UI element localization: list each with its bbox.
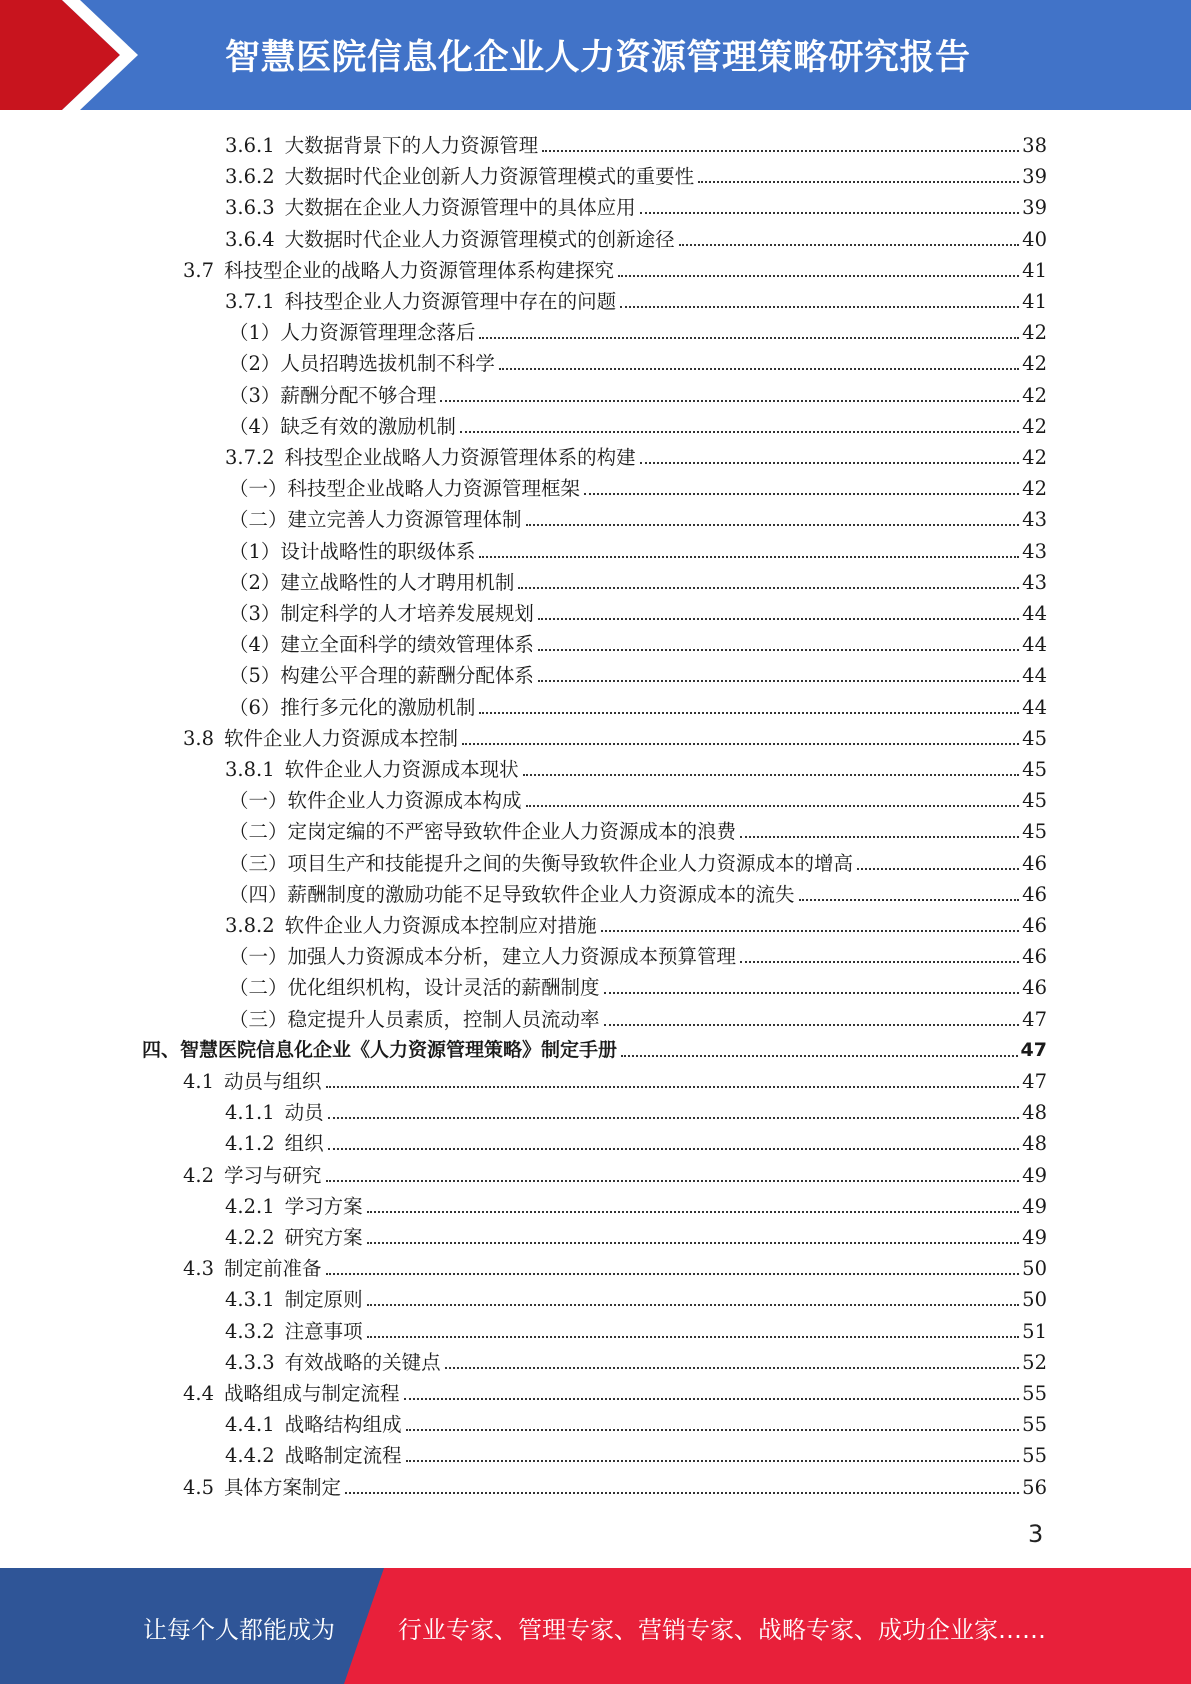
toc-entry-page: 42	[1022, 383, 1047, 407]
toc-entry[interactable]	[229, 378, 1047, 409]
toc-dot-leader	[326, 1273, 1020, 1275]
toc-entry[interactable]	[183, 1376, 1047, 1407]
toc-entry-title: （二）优化组织机构，设计灵活的薪酬制度	[229, 976, 600, 1000]
toc-dot-leader	[621, 1055, 1018, 1057]
toc-entry-number: 4.5	[183, 1475, 215, 1499]
toc-entry-number: 4.1	[183, 1070, 215, 1093]
toc-dot-leader	[538, 618, 1019, 620]
toc-entry-number: 4.2	[183, 1163, 215, 1187]
toc-entry-page: 46	[1022, 914, 1047, 937]
toc-entry-page: 39	[1022, 165, 1047, 189]
toc-entry[interactable]	[229, 534, 1047, 565]
toc-dot-leader	[406, 1429, 1020, 1431]
toc-entry[interactable]	[183, 253, 1047, 284]
toc-entry-number: 4.4	[183, 1382, 215, 1405]
toc-entry-title: 战略结构组成	[284, 1413, 402, 1437]
toc-entry-page: 41	[1022, 290, 1047, 313]
toc-entry-title: （一）科技型企业战略人力资源管理框架	[229, 477, 581, 501]
toc-dot-leader	[523, 774, 1020, 776]
toc-entry-title: 科技型企业人力资源管理中存在的问题	[284, 290, 617, 313]
toc-dot-leader	[679, 244, 1020, 246]
toc-dot-leader	[620, 306, 1019, 308]
toc-entry-number: 4.1.2	[225, 1132, 275, 1156]
toc-dot-leader	[479, 556, 1019, 558]
toc-dot-leader	[526, 524, 1020, 526]
toc-entry-page: 51	[1022, 1319, 1047, 1343]
toc-entry[interactable]	[229, 877, 1047, 908]
toc-dot-leader	[526, 805, 1020, 807]
toc-entry-page: 44	[1022, 664, 1047, 688]
toc-dot-leader	[479, 337, 1019, 339]
page-header	[0, 0, 1191, 110]
toc-entry-title: （1）设计战略性的职级体系	[229, 539, 476, 563]
toc-entry-page: 46	[1022, 882, 1047, 906]
toc-entry-title: （二）建立完善人力资源管理体制	[229, 508, 522, 532]
toc-entry-page: 42	[1022, 414, 1047, 438]
toc-entry-page: 50	[1022, 1257, 1047, 1281]
toc-entry[interactable]	[229, 846, 1047, 877]
toc-dot-leader	[445, 1367, 1020, 1369]
toc-entry-title: （3）薪酬分配不够合理	[229, 383, 437, 407]
toc-entry[interactable]	[225, 284, 1047, 315]
toc-entry-number: 3.7	[183, 258, 215, 282]
toc-dot-leader	[499, 368, 1019, 370]
toc-dot-leader	[618, 275, 1019, 277]
toc-entry-title: 软件企业人力资源成本现状	[284, 758, 519, 781]
toc-entry-title: （3）制定科学的人才培养发展规划	[229, 602, 534, 625]
toc-entry[interactable]	[225, 1438, 1047, 1469]
toc-entry-page: 38	[1022, 134, 1047, 157]
toc-entry-title: （6）推行多元化的激励机制	[229, 695, 476, 719]
toc-entry-page: 43	[1022, 508, 1047, 532]
toc-entry[interactable]	[225, 1282, 1047, 1313]
toc-entry-page: 44	[1022, 695, 1047, 719]
toc-entry-page: 45	[1022, 758, 1047, 781]
toc-entry-title: 学习与研究	[224, 1163, 322, 1187]
toc-dot-leader	[406, 1460, 1020, 1462]
toc-entry[interactable]	[229, 346, 1047, 377]
toc-entry-number: 3.6.3	[225, 196, 275, 220]
toc-entry[interactable]	[229, 690, 1047, 721]
page-footer	[0, 1568, 1191, 1684]
toc-dot-leader	[345, 1492, 1019, 1494]
toc-entry[interactable]	[225, 908, 1047, 939]
toc-entry-number: 4.2.2	[225, 1226, 275, 1249]
toc-entry-page: 41	[1022, 258, 1047, 282]
toc-entry-title: 大数据背景下的人力资源管理	[284, 134, 539, 157]
toc-entry-number: 4.1.1	[225, 1101, 275, 1125]
toc-entry[interactable]	[229, 409, 1047, 440]
toc-dot-leader	[698, 181, 1019, 183]
header-title: 智慧医院信息化企业人力资源管理策略研究报告	[225, 38, 971, 78]
toc-entry-page: 52	[1022, 1350, 1047, 1374]
toc-dot-leader	[601, 930, 1020, 932]
toc-entry-title: 四、智慧医院信息化企业《人力资源管理策略》制定手册	[142, 1038, 618, 1061]
toc-entry-page: 49	[1022, 1163, 1047, 1187]
toc-entry[interactable]	[225, 1220, 1047, 1251]
toc-dot-leader	[640, 462, 1020, 464]
toc-entry-number: 3.7.2	[225, 446, 275, 469]
toc-dot-leader	[404, 1398, 1020, 1400]
toc-entry-page: 56	[1022, 1475, 1047, 1499]
toc-entry-page: 46	[1022, 976, 1047, 1000]
toc-entry-page: 48	[1022, 1132, 1047, 1156]
toc-entry-title: 制定原则	[284, 1288, 363, 1312]
toc-dot-leader	[604, 992, 1020, 994]
toc-entry-page: 55	[1022, 1382, 1047, 1405]
toc-entry-page: 42	[1022, 477, 1047, 501]
toc-entry-title: 研究方案	[284, 1226, 363, 1249]
toc-entry-title: 大数据时代企业人力资源管理模式的创新途径	[284, 227, 675, 251]
toc-entry-number: 3.8	[183, 726, 215, 750]
toc-entry-page: 40	[1022, 227, 1047, 251]
toc-entry-page: 46	[1022, 945, 1047, 969]
toc-entry-title: 软件企业人力资源成本控制应对措施	[284, 914, 597, 937]
toc-entry-number: 4.2.1	[225, 1194, 275, 1218]
toc-entry-title: （5）构建公平合理的薪酬分配体系	[229, 664, 534, 688]
toc-entry[interactable]	[229, 315, 1047, 346]
toc-dot-leader	[326, 1180, 1020, 1182]
toc-entry-title: （三）项目生产和技能提升之间的失衡导致软件企业人力资源成本的增高	[229, 851, 854, 875]
toc-dot-leader	[479, 712, 1019, 714]
toc-entry[interactable]	[229, 814, 1047, 845]
toc-entry-title: 大数据在企业人力资源管理中的具体应用	[284, 196, 636, 220]
toc-dot-leader	[440, 400, 1019, 402]
toc-entry[interactable]	[229, 596, 1047, 627]
toc-entry-number: 3.7.1	[225, 290, 275, 313]
toc-entry-page: 43	[1022, 539, 1047, 563]
toc-dot-leader	[538, 680, 1019, 682]
toc-entry[interactable]	[225, 1314, 1047, 1345]
toc-entry-page: 42	[1022, 446, 1047, 469]
toc-entry-page: 39	[1022, 196, 1047, 220]
toc-entry-number: 3.8.2	[225, 914, 275, 937]
toc-entry-title: 战略组成与制定流程	[224, 1382, 400, 1405]
header-arrow-decoration	[0, 0, 160, 110]
toc-entry-page: 47	[1022, 1007, 1047, 1031]
toc-dot-leader	[326, 1086, 1020, 1088]
toc-entry-title: 具体方案制定	[224, 1475, 342, 1499]
toc-entry[interactable]	[229, 658, 1047, 689]
toc-entry-number: 4.3.1	[225, 1288, 275, 1312]
toc-entry[interactable]	[225, 440, 1047, 471]
toc-entry-page: 42	[1022, 321, 1047, 345]
toc-entry[interactable]	[183, 1158, 1047, 1189]
toc-entry-page: 44	[1022, 602, 1047, 625]
toc-entry-number: 3.6.1	[225, 134, 275, 157]
toc-entry-title: 战略制定流程	[284, 1444, 402, 1468]
toc-entry-number: 4.3.2	[225, 1319, 275, 1343]
toc-entry[interactable]	[142, 1033, 1047, 1064]
page-number: 3	[1028, 1520, 1044, 1548]
toc-dot-leader	[604, 1024, 1020, 1026]
toc-entry-title: （4）缺乏有效的激励机制	[229, 414, 456, 438]
toc-entry-page: 43	[1022, 570, 1047, 594]
toc-entry-number: 4.3.3	[225, 1350, 275, 1374]
toc-entry-number: 4.4.1	[225, 1413, 275, 1437]
toc-entry[interactable]	[229, 627, 1047, 658]
toc-entry-title: 科技型企业的战略人力资源管理体系构建探究	[224, 258, 615, 282]
toc-entry-title: （一）软件企业人力资源成本构成	[229, 789, 522, 813]
toc-entry-page: 50	[1022, 1288, 1047, 1312]
toc-entry[interactable]	[225, 190, 1047, 221]
toc-entry-title: 注意事项	[284, 1319, 363, 1343]
toc-entry-page: 55	[1022, 1413, 1047, 1437]
toc-dot-leader	[367, 1211, 1020, 1213]
toc-dot-leader	[367, 1242, 1020, 1244]
toc-entry-title: （2）人员招聘选拔机制不科学	[229, 352, 495, 376]
toc-entry-number: 3.6.2	[225, 165, 275, 189]
toc-entry-title: 组织	[284, 1132, 324, 1156]
toc-entry-number: 4.4.2	[225, 1444, 275, 1468]
toc-dot-leader	[538, 649, 1019, 651]
toc-dot-leader	[462, 743, 1019, 745]
toc-entry-number: 3.8.1	[225, 758, 275, 781]
toc-entry[interactable]	[229, 565, 1047, 596]
toc-entry[interactable]	[225, 159, 1047, 190]
toc-dot-leader	[799, 899, 1020, 901]
toc-entry[interactable]	[225, 1189, 1047, 1220]
toc-entry[interactable]	[225, 1126, 1047, 1157]
toc-entry[interactable]	[229, 1002, 1047, 1033]
toc-entry-number: 4.3	[183, 1257, 215, 1281]
toc-entry[interactable]	[229, 502, 1047, 533]
toc-entry-title: （四）薪酬制度的激励功能不足导致软件企业人力资源成本的流失	[229, 882, 795, 906]
toc-entry[interactable]	[229, 783, 1047, 814]
toc-entry[interactable]	[225, 222, 1047, 253]
toc-entry-title: （1）人力资源管理理念落后	[229, 321, 476, 345]
toc-entry[interactable]	[225, 1345, 1047, 1376]
toc-dot-leader	[328, 1148, 1020, 1150]
toc-dot-leader	[857, 868, 1019, 870]
toc-entry-title: （二）定岗定编的不严密导致软件企业人力资源成本的浪费	[229, 820, 737, 844]
toc-dot-leader	[584, 493, 1019, 495]
toc-entry-page: 44	[1022, 633, 1047, 657]
toc-entry-title: 科技型企业战略人力资源管理体系的构建	[284, 446, 636, 469]
toc-dot-leader	[367, 1304, 1020, 1306]
toc-entry-page: 47	[1020, 1038, 1047, 1061]
toc-entry-page: 49	[1022, 1194, 1047, 1218]
toc-entry-title: 软件企业人力资源成本控制	[224, 726, 459, 750]
toc-dot-leader	[542, 150, 1019, 152]
toc-entry-page: 45	[1022, 726, 1047, 750]
toc-entry-title: （4）建立全面科学的绩效管理体系	[229, 633, 534, 657]
toc-entry-title: 学习方案	[284, 1194, 363, 1218]
toc-entry-title: （2）建立战略性的人才聘用机制	[229, 570, 515, 594]
toc-dot-leader	[518, 587, 1019, 589]
toc-entry-page: 55	[1022, 1444, 1047, 1468]
toc-entry[interactable]	[229, 939, 1047, 970]
toc-entry-number: 3.6.4	[225, 227, 275, 251]
toc-entry-page: 46	[1022, 851, 1047, 875]
toc-entry-page: 47	[1022, 1070, 1047, 1093]
toc-entry-page: 45	[1022, 789, 1047, 813]
toc-entry-title: （一）加强人力资源成本分析，建立人力资源成本预算管理	[229, 945, 737, 969]
toc-dot-leader	[460, 431, 1019, 433]
toc-entry[interactable]	[183, 1064, 1047, 1095]
toc-dot-leader	[328, 1117, 1020, 1119]
toc-entry-title: 动员	[284, 1101, 324, 1125]
toc-entry-title: 有效战略的关键点	[284, 1350, 441, 1374]
toc-entry[interactable]	[183, 1470, 1047, 1501]
toc-entry-title: 大数据时代企业创新人力资源管理模式的重要性	[284, 165, 695, 189]
toc-entry-title: 动员与组织	[224, 1070, 322, 1093]
toc-dot-leader	[740, 961, 1019, 963]
toc-entry[interactable]	[225, 1095, 1047, 1126]
toc-dot-leader	[740, 836, 1019, 838]
toc-entry-page: 45	[1022, 820, 1047, 844]
toc-entry[interactable]	[225, 1407, 1047, 1438]
footer-slogan-right: 行业专家、管理专家、营销专家、战略专家、成功企业家……	[398, 1616, 1046, 1644]
toc-entry-title: （三）稳定提升人员素质，控制人员流动率	[229, 1007, 600, 1031]
toc-entry[interactable]	[183, 1251, 1047, 1282]
toc-entry-page: 42	[1022, 352, 1047, 376]
toc-entry-title: 制定前准备	[224, 1257, 322, 1281]
toc-entry[interactable]	[229, 970, 1047, 1001]
footer-slogan-left: 让每个人都能成为	[143, 1616, 335, 1644]
toc-entry-page: 49	[1022, 1226, 1047, 1249]
toc-dot-leader	[367, 1336, 1020, 1338]
toc-entry[interactable]	[225, 128, 1047, 159]
toc-entry-page: 48	[1022, 1101, 1047, 1125]
toc-dot-leader	[640, 212, 1020, 214]
toc-entry[interactable]	[229, 471, 1047, 502]
toc-entry[interactable]	[225, 752, 1047, 783]
toc-entry[interactable]	[183, 721, 1047, 752]
